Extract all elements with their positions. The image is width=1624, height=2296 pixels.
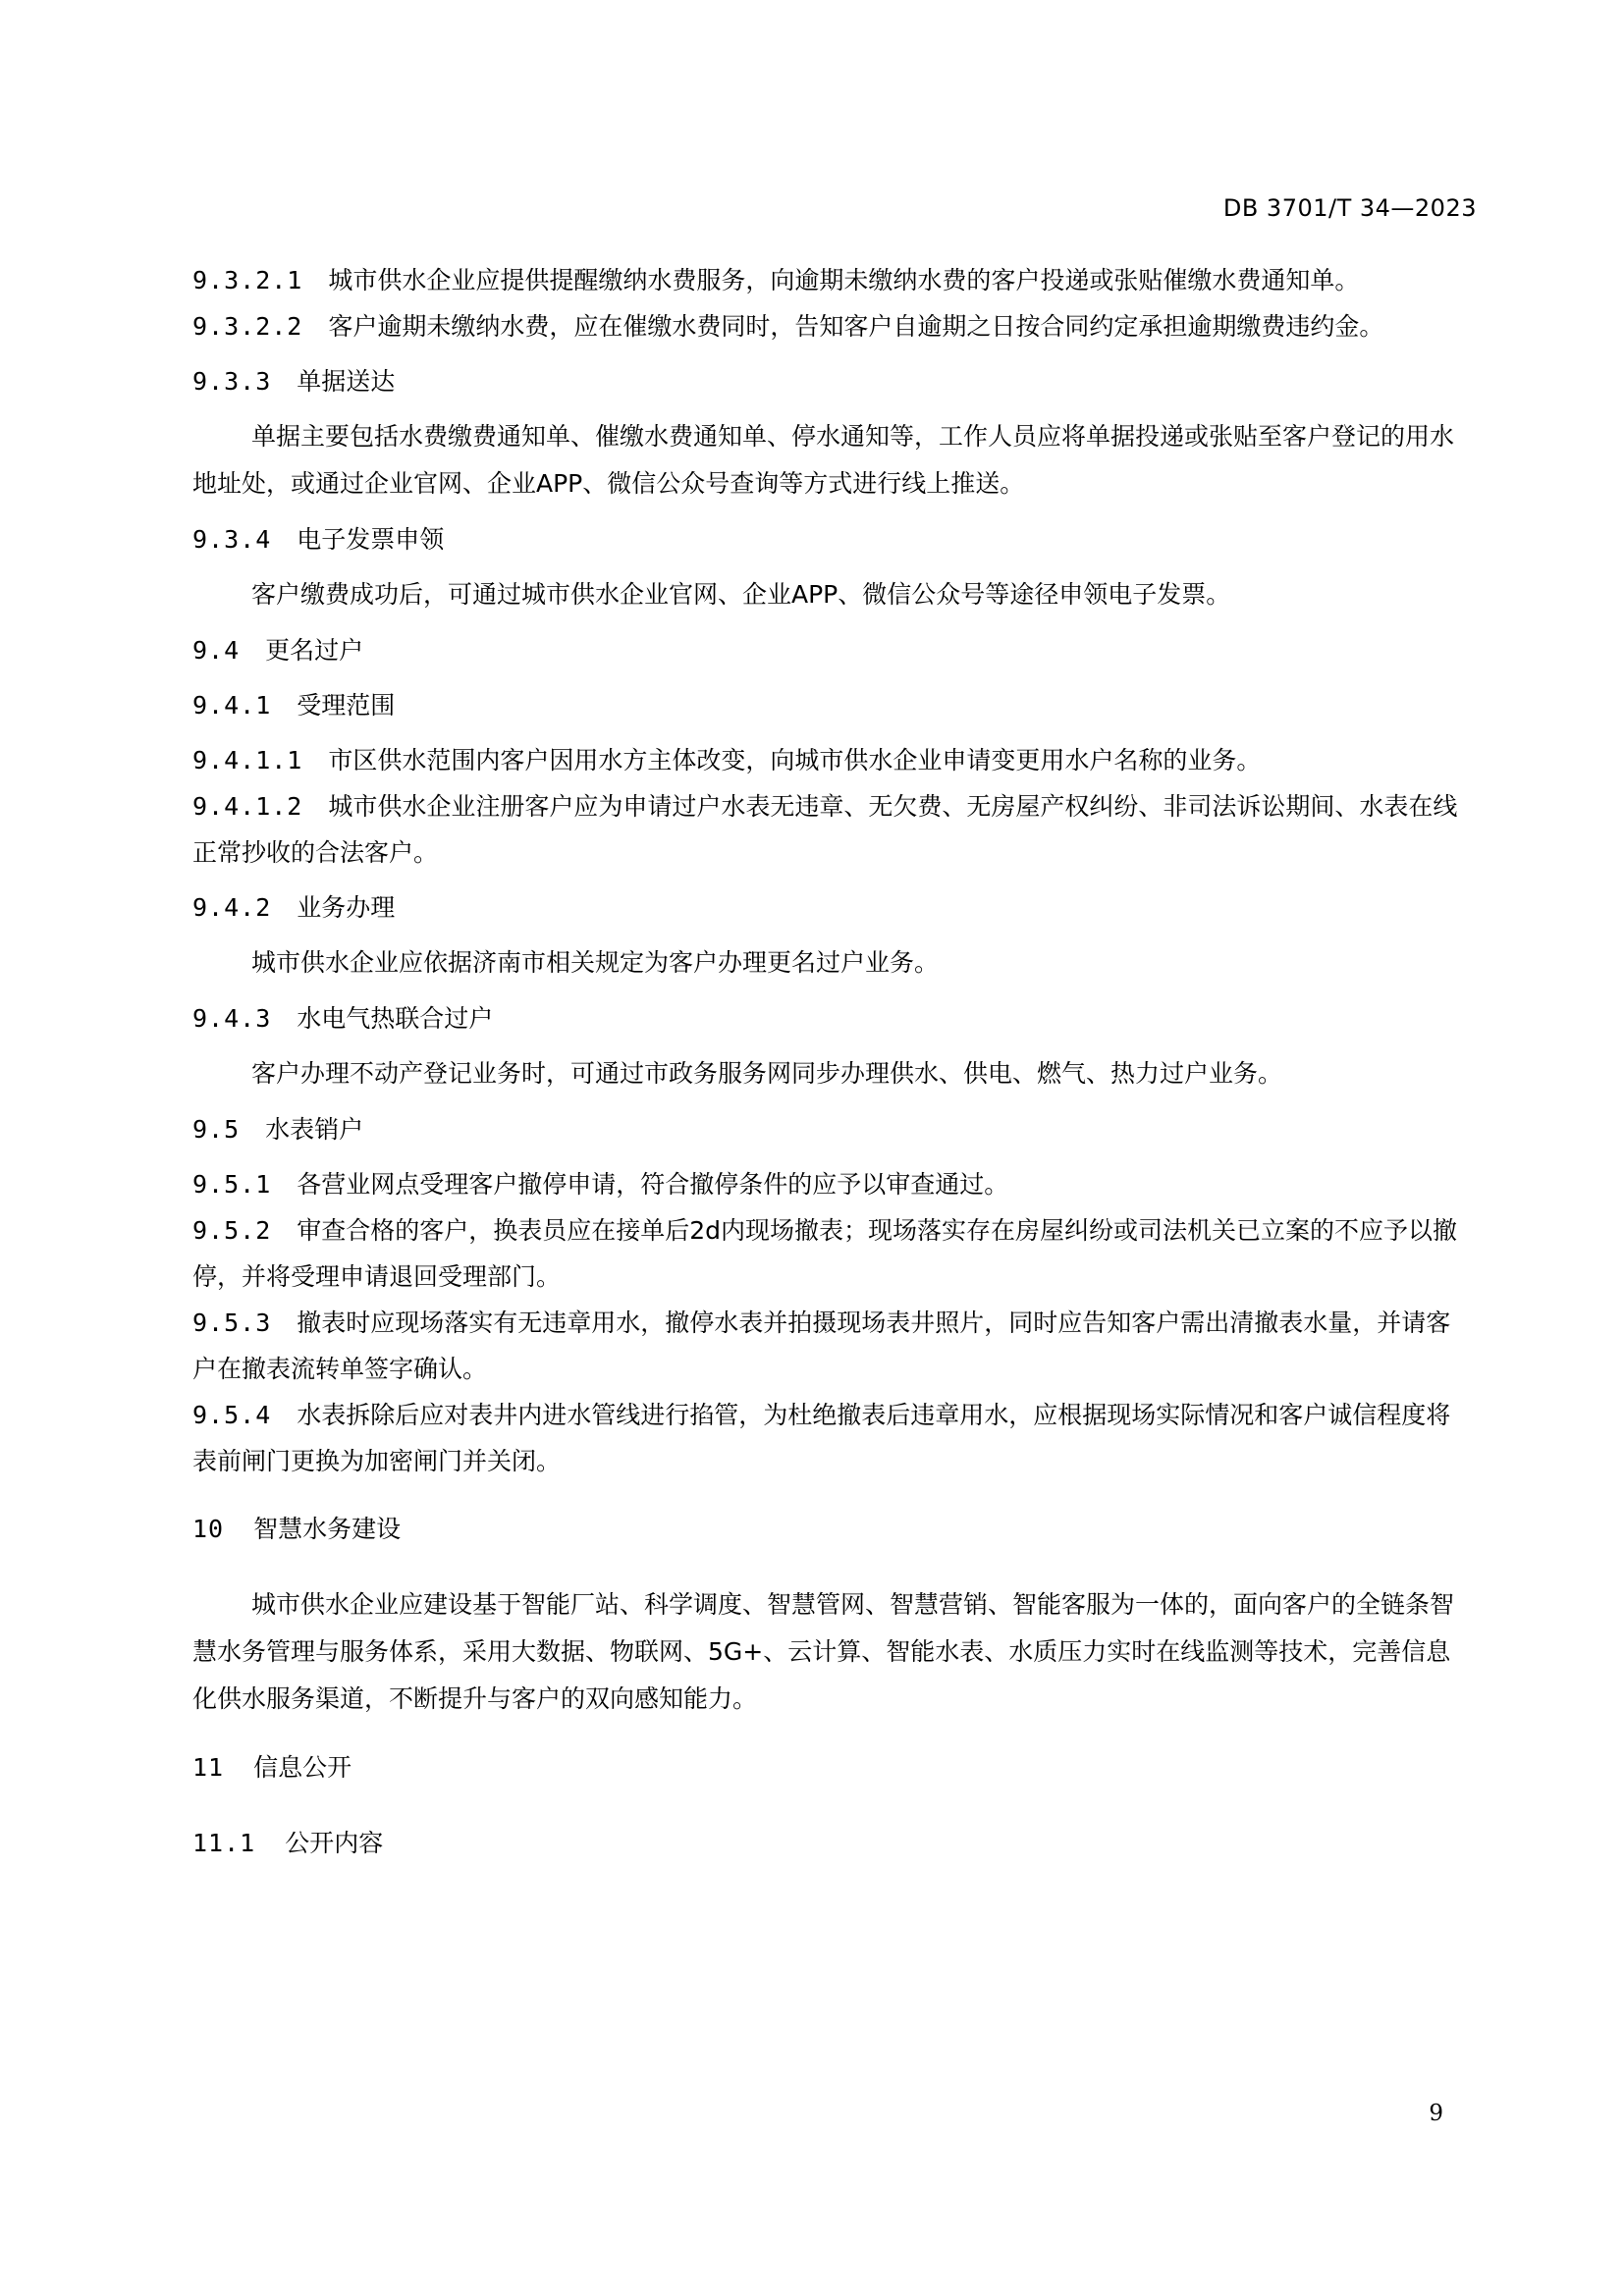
heading-text: 水电气热联合过户 — [297, 1004, 494, 1033]
clause-number: 9.5.3 — [192, 1308, 272, 1337]
clause — [192, 303, 1461, 349]
heading-text: 公开内容 — [285, 1829, 384, 1857]
section-heading — [192, 627, 1461, 673]
heading-text: 单据送达 — [297, 367, 396, 396]
clause-number: 9.5 — [192, 1115, 241, 1144]
clause-number: 9.4.3 — [192, 1004, 272, 1033]
clause-text: 城市供水企业注册客户应为申请过户水表无违章、无欠费、无房屋产权纠纷、非司法诉讼期间、水表在线正常抄收的合法客户。 — [192, 792, 1458, 867]
clause-number: 9.4.1 — [192, 691, 272, 720]
heading-text: 信息公开 — [253, 1753, 352, 1782]
clause — [192, 1207, 1461, 1300]
body-paragraph: 客户缴费成功后，可通过城市供水企业官网、企业APP、微信公众号等途径申领电子发票。 — [251, 580, 1231, 609]
clause-number: 9.3.2.2 — [192, 312, 303, 341]
clause-text: 城市供水企业应提供提醒缴纳水费服务，向逾期未缴纳水费的客户投递或张贴催缴水费通知单。 — [328, 266, 1360, 294]
clause-number: 9.5.2 — [192, 1216, 272, 1245]
clause-number: 10 — [192, 1515, 225, 1543]
clause-text: 市区供水范围内客户因用水方主体改变，向城市供水企业申请变更用水户名称的业务。 — [328, 746, 1262, 774]
heading-text: 电子发票申领 — [297, 525, 445, 554]
section-heading — [192, 884, 1461, 931]
heading-text: 智慧水务建设 — [253, 1515, 402, 1543]
section-heading — [192, 1106, 1461, 1152]
clause-text: 各营业网点受理客户撤停申请，符合撤停条件的应予以审查通过。 — [297, 1170, 1009, 1199]
clause-number: 9.5.1 — [192, 1170, 272, 1199]
clause-number: 9.3.4 — [192, 525, 272, 554]
heading-text: 受理范围 — [297, 691, 396, 720]
clause — [192, 257, 1461, 303]
clause-number: 9.3.3 — [192, 367, 272, 396]
page-number: 9 — [1429, 2101, 1443, 2126]
body-paragraph: 城市供水企业应依据济南市相关规定为客户办理更名过户业务。 — [251, 948, 940, 977]
clause-number: 9.3.2.1 — [192, 266, 303, 294]
clause — [192, 1392, 1461, 1484]
chapter-heading — [192, 1820, 1461, 1866]
clause-number: 11.1 — [192, 1829, 256, 1857]
chapter-heading — [192, 1506, 1461, 1552]
clause — [192, 783, 1461, 876]
section-heading — [192, 516, 1461, 562]
document-code: DB 3701/T 34—2023 — [1222, 194, 1477, 222]
body-paragraph: 城市供水企业应建设基于智能厂站、科学调度、智慧管网、智慧营销、智能客服为一体的，面向客户的全链条智慧水务管理与服务体系，采用大数据、物联网、5G+、云计算、智能水表、水质压力实时在线监测等技术，完善信息化供水服务渠道，不断提升与客户的双向感知能力。 — [192, 1590, 1455, 1713]
clause-number: 11 — [192, 1753, 225, 1782]
clause — [192, 1161, 1461, 1207]
section-heading — [192, 682, 1461, 728]
clause-text: 撤表时应现场落实有无违章用水，撤停水表并拍摄现场表井照片，同时应告知客户需出清撤表水量，并请客户在撤表流转单签字确认。 — [192, 1308, 1451, 1383]
chapter-heading — [192, 1744, 1461, 1790]
body-paragraph: 客户办理不动产登记业务时，可通过市政务服务网同步办理供水、供电、燃气、热力过户业务。 — [251, 1059, 1283, 1088]
clause — [192, 737, 1461, 783]
heading-text: 水表销户 — [265, 1115, 364, 1144]
heading-text: 业务办理 — [297, 893, 396, 922]
body-paragraph: 单据主要包括水费缴费通知单、催缴水费通知单、停水通知等，工作人员应将单据投递或张贴至客户登记的用水地址处，或通过企业官网、企业APP、微信公众号查询等方式进行线上推送。 — [192, 422, 1455, 498]
clause-number: 9.4 — [192, 636, 241, 665]
document-body — [192, 257, 1461, 1896]
clause-text: 审查合格的客户，换表员应在接单后2d内现场撤表；现场落实存在房屋纠纷或司法机关已立案的不应予以撤停，并将受理申请退回受理部门。 — [192, 1216, 1458, 1291]
clause-number: 9.5.4 — [192, 1401, 272, 1429]
clause-number: 9.4.1.1 — [192, 746, 303, 774]
clause-number: 9.4.1.2 — [192, 792, 303, 821]
clause — [192, 1300, 1461, 1392]
section-heading — [192, 995, 1461, 1041]
section-heading — [192, 358, 1461, 404]
clause-text: 水表拆除后应对表井内进水管线进行掐管，为杜绝撤表后违章用水，应根据现场实际情况和客户诚信程度将表前闸门更换为加密闸门并关闭。 — [192, 1401, 1451, 1475]
clause-text: 客户逾期未缴纳水费，应在催缴水费同时，告知客户自逾期之日按合同约定承担逾期缴费违约金。 — [328, 312, 1384, 341]
heading-text: 更名过户 — [265, 636, 364, 665]
clause-number: 9.4.2 — [192, 893, 272, 922]
